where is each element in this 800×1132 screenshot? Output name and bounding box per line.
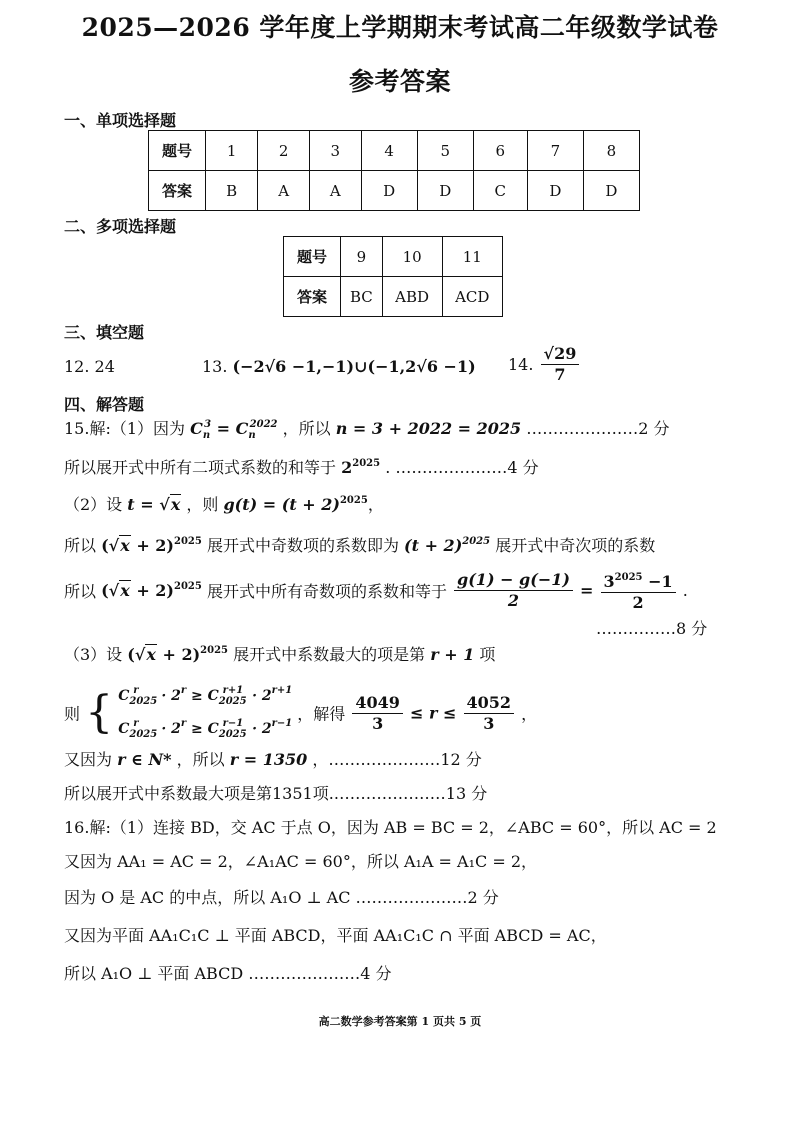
text: 展开式中所有奇数项的系数和等于 <box>206 582 447 601</box>
inequality-system <box>118 680 292 746</box>
q13-answer: (−2√6 −1,−1)∪(−1,2√6 −1) <box>232 357 476 376</box>
question-number: 9 <box>341 237 383 277</box>
r-value: r = 1350 <box>229 750 308 769</box>
solution-15-line-4 <box>64 533 655 556</box>
numerator <box>601 568 676 593</box>
answer-cell: B <box>206 171 258 211</box>
binomial-expression: $(√x + 2)^{2025}$ <box>127 645 229 664</box>
solution-15-line-3: （2）设 t = √x ，则 $g(t) = (t + 2)^{2025}$， <box>64 495 384 514</box>
row-label-answer: 答案 <box>149 171 206 211</box>
question-number: 4 <box>361 131 417 171</box>
power-base: 2 <box>341 458 353 477</box>
power-exponent: 2025 <box>352 458 381 469</box>
text: 所以 <box>64 582 97 601</box>
single-choice-answer-table <box>148 130 640 211</box>
question-number: 6 <box>473 131 527 171</box>
answer-q14 <box>508 344 581 385</box>
r-domain: r ∈ N* <box>117 750 172 769</box>
text: 展开式中系数最大的项是第 <box>233 645 426 664</box>
score-mark: …………………2 分 <box>526 419 670 438</box>
text: 又因为 <box>64 750 113 769</box>
section-heading-fill-blank: 三、填空题 <box>64 323 145 342</box>
solution-15-line-10: 所以展开式中系数最大项是第1351项.…………………13 分 <box>64 784 488 803</box>
table-row <box>284 237 503 277</box>
text: ，解得 <box>297 704 346 724</box>
exponent: 2025 <box>339 495 368 506</box>
numerator: 4049 <box>352 693 403 714</box>
term-index: r + 1 <box>430 645 475 664</box>
solution-15-line-2 <box>64 455 539 478</box>
denominator: 3 <box>483 713 495 733</box>
q14-denominator: 7 <box>554 365 566 384</box>
page-title: 2025—2026 学年度上学期期末考试高二年级数学试卷 <box>81 13 719 42</box>
inequality-1: $C_{2025}^r \cdot 2^r \ge C_{2025}^{r+1} \cdot 2^{r+1}$ <box>118 685 293 707</box>
numerator: g(1) − g(−1) <box>454 570 573 591</box>
answer-q13 <box>202 357 476 376</box>
substitution: t = √x <box>127 495 181 514</box>
question-number: 3 <box>309 131 361 171</box>
denominator: 2 <box>507 591 520 610</box>
inequality-2: $C_{2025}^r \cdot 2^r \ge C_{2025}^{r-1} \cdot 2^{r-1}$ <box>118 718 293 740</box>
text: （2）设 <box>64 495 123 514</box>
g-function: g(t) = (t + 2) <box>223 495 340 514</box>
denominator: 3 <box>372 713 384 733</box>
q13-label: 13. <box>202 357 228 376</box>
solution-16-line-1: 16.解:（1）连接 BD，交 AC 于点 O，因为 AB = BC = 2，∠ABC = 60°，所以 AC = 2 <box>64 818 717 837</box>
text: （3）设 <box>64 645 123 664</box>
text: 所以展开式中所有二项式系数的和等于 <box>64 458 337 477</box>
question-number: 10 <box>382 237 442 277</box>
fraction-result <box>601 568 676 613</box>
score-mark: . …………………4 分 <box>385 458 539 477</box>
table-row <box>284 277 503 317</box>
section-heading-solutions: 四、解答题 <box>64 395 145 414</box>
answer-cell: D <box>583 171 639 211</box>
page-footer: 高二数学参考答案第 1 页共 5 页 <box>318 1015 482 1028</box>
inequality-r: ≤ r ≤ <box>410 703 457 723</box>
minus-one: −1 <box>642 572 673 591</box>
solution-15-line-5: 所以 $(√x + 2)^{2025}$ 展开式中所有奇数项的系数和等于 $\frac{g(1) - g(-1)}{2}$ = $\frac{3^{2025} -1}{2}$ . <box>64 570 688 612</box>
denominator: 2 <box>632 593 644 612</box>
answer-cell: D <box>527 171 583 211</box>
solution-15-score-8: ……………8 分 <box>596 619 708 638</box>
text: ，则 <box>186 495 219 514</box>
solution-16-line-4: 又因为平面 AA₁C₁C ⊥ 平面 ABCD，平面 AA₁C₁C ∩ 平面 ABCD = AC， <box>64 926 607 945</box>
text: 展开式中奇次项的系数 <box>495 536 656 555</box>
table-row <box>149 171 640 211</box>
question-number: 11 <box>442 237 503 277</box>
fraction-lower <box>352 693 403 734</box>
q14-fraction <box>541 344 580 385</box>
solution-15-line-7 <box>64 642 495 665</box>
text: 15.解:（1）因为 <box>64 419 186 438</box>
t-binomial: $(t + 2)^{2025}$ <box>404 536 491 555</box>
base: 3 <box>603 572 615 591</box>
page-subtitle: 参考答案 <box>348 67 451 96</box>
answer-q12: 12. 24 <box>64 357 115 376</box>
n-value: n = 3 + 2022 = 2025 <box>335 419 522 438</box>
table-row <box>149 131 640 171</box>
numerator: 4052 <box>464 693 515 714</box>
answer-cell: A <box>309 171 361 211</box>
exponent: 2025 <box>614 572 643 583</box>
solution-15-line-1 <box>64 416 670 441</box>
answer-cell: D <box>417 171 473 211</box>
text: 展开式中奇数项的系数即为 <box>206 536 399 555</box>
solution-16-line-2: 又因为 AA₁ = AC = 2，∠A₁AC = 60°，所以 A₁A = A₁C = 2， <box>64 852 538 871</box>
text: ，所以 <box>176 750 225 769</box>
row-label-number: 题号 <box>149 131 206 171</box>
solution-15-line-9 <box>64 747 482 770</box>
text: 所以 <box>64 536 97 555</box>
text: 项 <box>479 645 496 664</box>
row-label-answer: 答案 <box>284 277 341 317</box>
text: 则 <box>64 704 81 724</box>
row-label-number: 题号 <box>284 237 341 277</box>
answer-cell: C <box>473 171 527 211</box>
question-number: 7 <box>527 131 583 171</box>
q14-label: 14. <box>508 355 534 374</box>
binomial-expression: $(√x + 2)^{2025}$ <box>101 536 202 555</box>
fraction-g <box>454 570 573 611</box>
question-number: 2 <box>258 131 310 171</box>
answer-cell: ABD <box>382 277 442 317</box>
score-mark: ，…………………12 分 <box>312 750 482 769</box>
section-heading-multi-choice: 二、多项选择题 <box>64 217 177 236</box>
multi-choice-answer-table <box>283 236 503 317</box>
answer-cell: BC <box>341 277 383 317</box>
fraction-upper <box>464 693 515 734</box>
combination-equation: $C_n^3 = C_n^{2022}$ <box>190 419 278 441</box>
binomial-expression: $(√x + 2)^{2025}$ <box>101 581 202 600</box>
question-number: 8 <box>583 131 639 171</box>
solution-16-line-5: 所以 A₁O ⊥ 平面 ABCD …………………4 分 <box>64 964 392 983</box>
left-brace: { <box>85 687 114 738</box>
answer-cell: D <box>361 171 417 211</box>
section-heading-single-choice: 一、单项选择题 <box>64 111 177 130</box>
answer-cell: A <box>258 171 310 211</box>
solution-16-line-3: 因为 O 是 AC 的中点，所以 A₁O ⊥ AC …………………2 分 <box>64 888 499 907</box>
text: ，所以 <box>282 419 331 438</box>
question-number: 5 <box>417 131 473 171</box>
q14-numerator: √29 <box>541 344 580 365</box>
solution-15-line-8: 则 { $C_{2025}^r \cdot 2^r \ge C_{2025}^{r+1} \cdot 2^{r+1}$ $C_{2025}^r \cdot 2^r \ge C_{2025}^{r-1} \cdot 2^{r-1}$ ，解得 $\frac{4049}{3}$ ≤ r ≤ $\frac{4052}{3}$ ， <box>64 680 537 746</box>
question-number: 1 <box>206 131 258 171</box>
answer-cell: ACD <box>442 277 503 317</box>
